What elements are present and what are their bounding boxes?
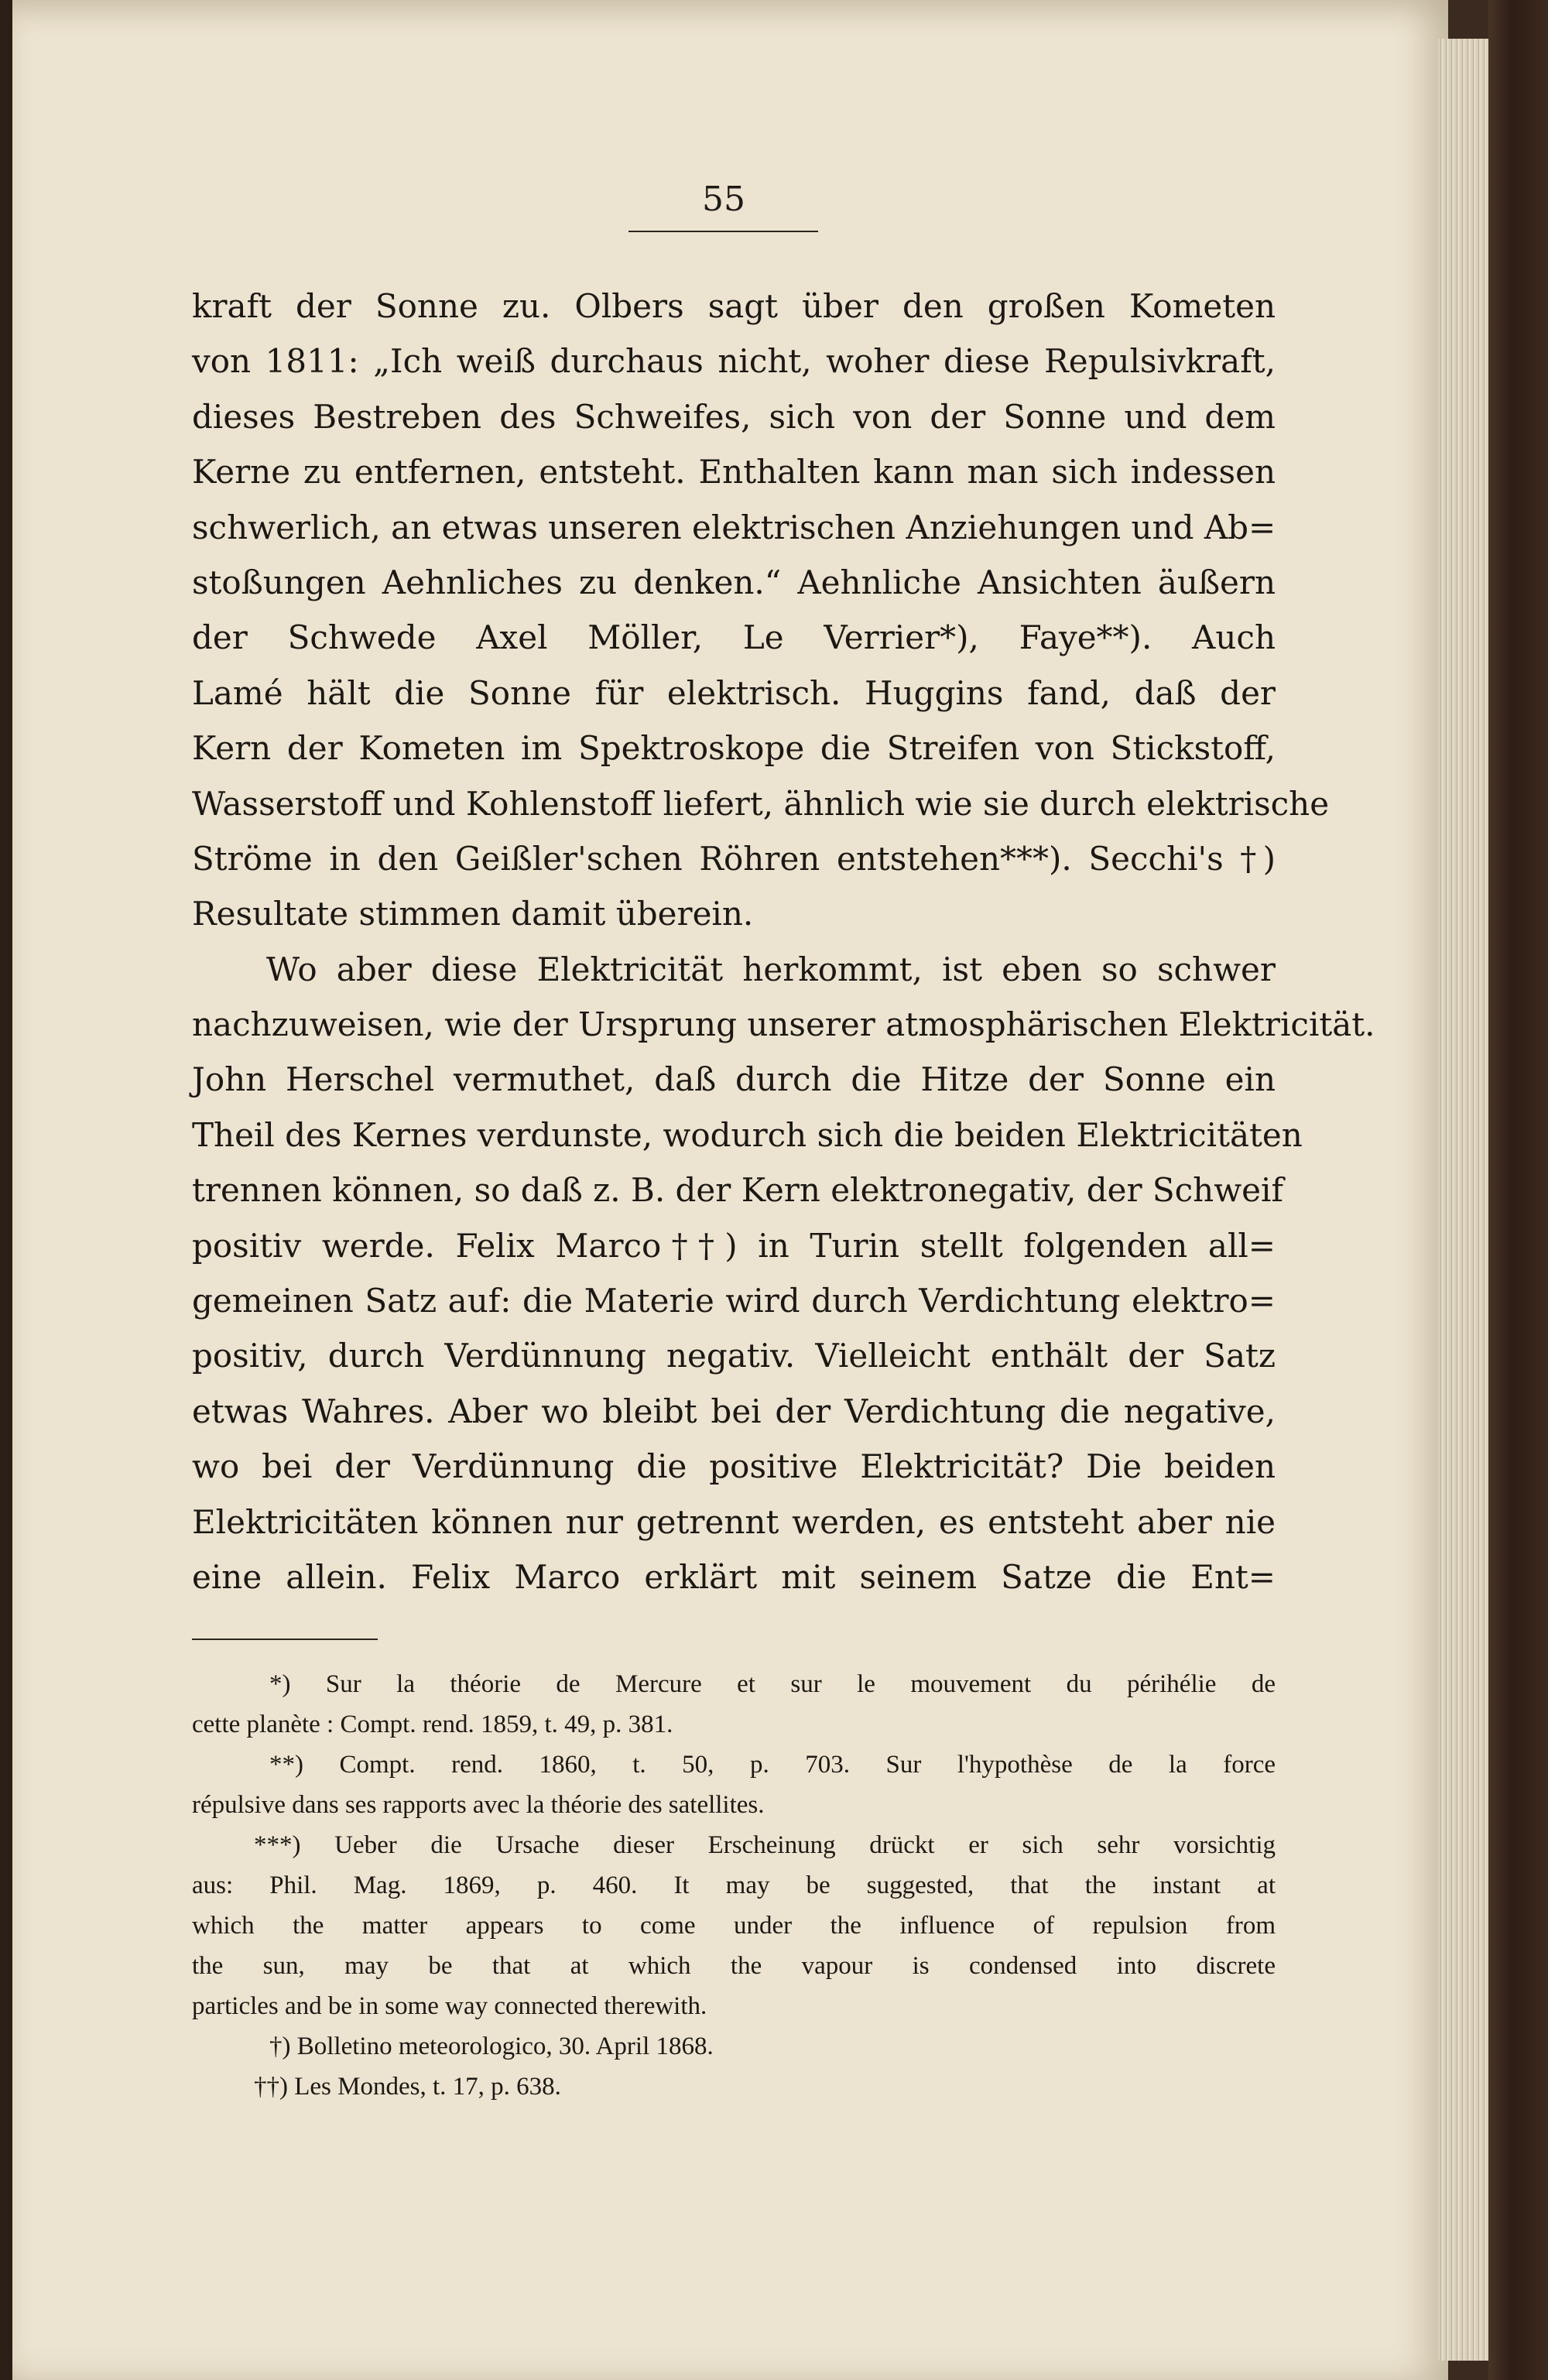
left-margin-shadow (0, 0, 12, 2380)
body-line: Wasserstoff und Kohlenstoff liefert, ähnlich wie sie durch elektrische (192, 784, 1330, 823)
body-line: Lamé hält die Sonne für elektrisch. Huggins fand, daß der (192, 673, 1276, 712)
body-line: Kern der Kometen im Spektroskope die Streifen von Stickstoff, (192, 729, 1276, 768)
body-line: Ströme in den Geißler'schen Röhren entstehen***). Secchi's †) (192, 839, 1276, 878)
body-line: wo bei der Verdünnung die positive Elektricität? Die beiden (192, 1447, 1276, 1486)
header-rule (628, 231, 818, 232)
body-line: positiv werde. Felix Marco††) in Turin stellt folgenden all= (192, 1226, 1276, 1265)
paragraph-start-line: Wo aber diese Elektricität herkommt, ist eben so schwer (266, 950, 1276, 988)
footnote-line: répulsive dans ses rapports avec la théorie des satellites. (192, 1791, 765, 1819)
footnote-line: †) Bolletino meteorologico, 30. April 1868. (269, 2032, 714, 2060)
footnote-line: particles and be in some way connected therewith. (192, 1992, 707, 2020)
book-cover-edge (1488, 0, 1548, 2380)
footnote-line: *) Sur la théorie de Mercure et sur le mouvement du périhélie de (269, 1670, 1276, 1698)
body-line: dieses Bestreben des Schweifes, sich von der Sonne und dem (192, 397, 1276, 436)
body-text (192, 279, 1375, 1604)
body-line: gemeinen Satz auf: die Materie wird durch Verdichtung elektro= (192, 1282, 1276, 1320)
body-line: eine allein. Felix Marco erklärt mit seinem Satze die Ent= (192, 1557, 1276, 1596)
page-edges (1438, 39, 1488, 2361)
footnote-rule (192, 1639, 378, 1640)
body-line: positiv, durch Verdünnung negativ. Vielleicht enthält der Satz (192, 1337, 1276, 1375)
footnote-line: **) Compt. rend. 1860, t. 50, p. 703. Sur l'hypothèse de la force (269, 1751, 1276, 1779)
body-line: trennen können, so daß z. B. der Kern elektronegativ, der Schweif (192, 1171, 1283, 1210)
body-line: der Schwede Axel Möller, Le Verrier*), Faye**). Auch (192, 618, 1276, 657)
page-number: 55 (702, 180, 745, 219)
footnote-line: cette planète : Compt. rend. 1859, t. 49, p. 381. (192, 1711, 673, 1738)
footnote-line: which the matter appears to come under the influence of repulsion from (192, 1912, 1276, 1940)
body-line: von 1811: „Ich weiß durchaus nicht, woher diese Repulsivkraft, (192, 342, 1276, 381)
body-line: John Herschel vermuthet, daß durch die Hitze der Sonne ein (192, 1060, 1276, 1099)
footnote-line: the sun, may be that at which the vapour is condensed into discrete (192, 1952, 1276, 1980)
body-line: Theil des Kernes verdunste, wodurch sich die beiden Elektricitäten (192, 1115, 1303, 1154)
body-line: schwerlich, an etwas unseren elektrischen Anziehungen und Ab= (192, 508, 1276, 546)
body-line: Resultate stimmen damit überein. (192, 895, 754, 933)
footnotes (192, 1664, 1276, 2107)
footnote-line: aus: Phil. Mag. 1869, p. 460. It may be suggested, that the instant at (192, 1871, 1276, 1899)
body-line: Elektricitäten können nur getrennt werden, es entsteht aber nie (192, 1502, 1276, 1541)
body-line: stoßungen Aehnliches zu denken.“ Aehnliche Ansichten äußern (192, 563, 1276, 601)
footnote-line: ††) Les Mondes, t. 17, p. 638. (254, 2073, 561, 2101)
body-line: nachzuweisen, wie der Ursprung unserer atmosphärischen Elektricität. (192, 1005, 1375, 1044)
footnote-line: ***) Ueber die Ursache dieser Erscheinung drückt er sich sehr vorsichtig (254, 1831, 1276, 1859)
body-line: kraft der Sonne zu. Olbers sagt über den großen Kometen (192, 287, 1276, 325)
body-line: Kerne zu entfernen, entsteht. Enthalten kann man sich indessen (192, 453, 1276, 491)
body-line: etwas Wahres. Aber wo bleibt bei der Verdichtung die negative, (192, 1392, 1276, 1430)
